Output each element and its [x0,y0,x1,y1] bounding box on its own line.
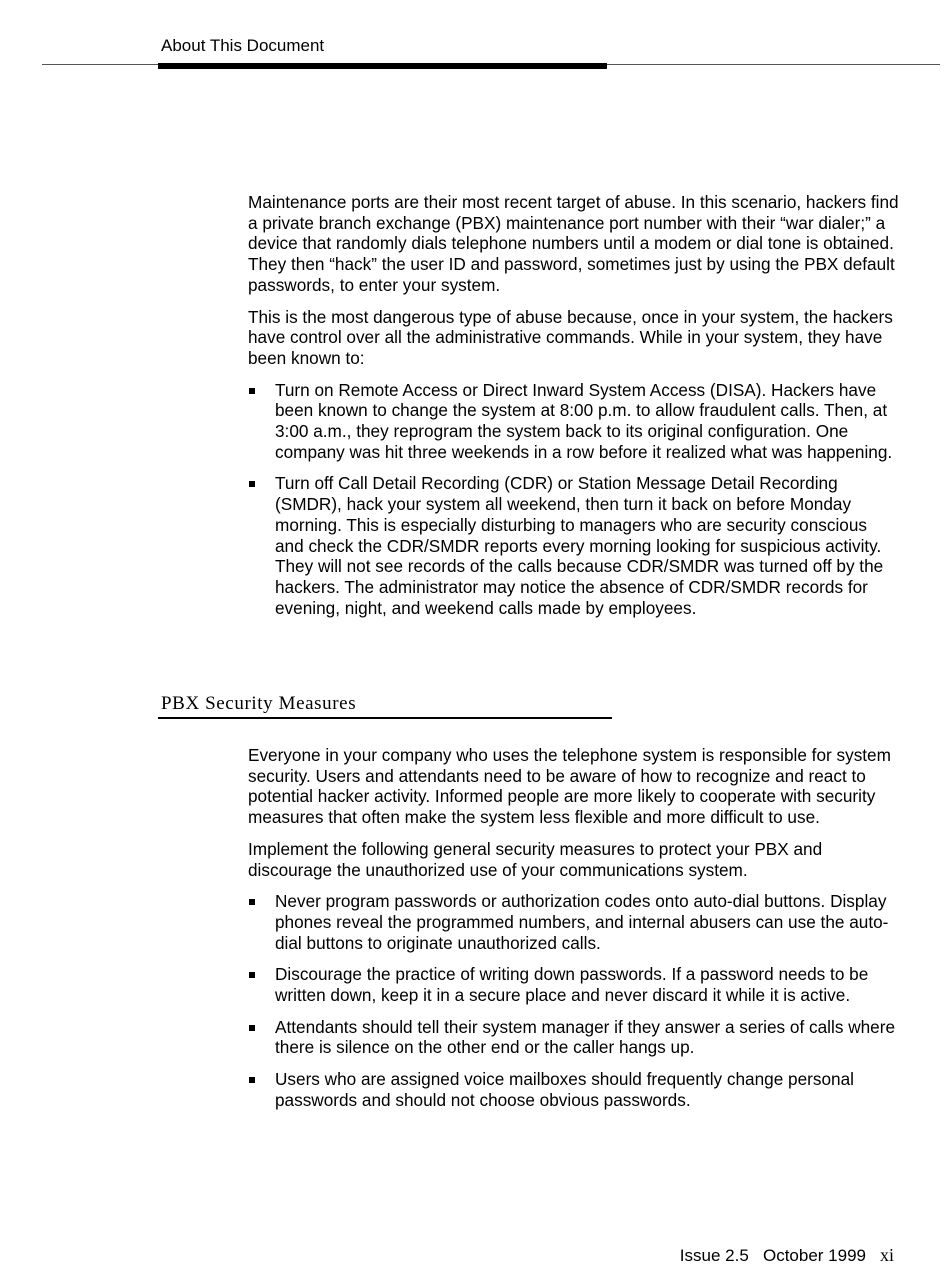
bullet-list [248,380,900,619]
list-item-text: Turn on Remote Access or Direct Inward System Access (DISA). Hackers have been known to change the system at 8:00 p.m. to allow fraudulent calls. Then, at 3:00 a.m., they reprogram the system back to its original configuration. One company was hit three weekends in a row before it realized what was happening. [275,379,893,462]
page-number: xi [879,1245,894,1265]
paragraph: This is the most dangerous type of abuse because, once in your system, the hackers have control over all the administrative commands. While in your system, they have been known to: [248,306,893,368]
running-header-title: About This Document [161,36,325,55]
list-item-text: Turn off Call Detail Recording (CDR) or Station Message Detail Recording (SMDR), hack your system all weekend, then turn it back on before Monday morning. This is especially disturbing to managers who are security conscious and check the CDR/SMDR reports every morning looking for suspicious activity. They will not see records of the calls because CDR/SMDR was turned off by the hackers. The administrator may notice the absence of CDR/SMDR records for evening, night, and weekend calls made by employees. [275,473,884,618]
square-bullet-icon [249,1025,255,1031]
paragraph: Maintenance ports are their most recent target of abuse. In this scenario, hackers find a private branch exchange (PBX) maintenance port number with their “war dialer;” a device that randomly dials telephone numbers until a modem or dial tone is obtained. They then “hack” the user ID and password, sometimes just by using the PBX default passwords, to enter your system. [248,192,899,295]
list-item-text: Attendants should tell their system manager if they answer a series of calls where there is silence on the other end or the caller hangs up. [275,1016,896,1058]
list-item [248,1069,900,1110]
list-item [248,964,900,1005]
list-item-text: Discourage the practice of writing down passwords. If a password needs to be written down, keep it in a secure place and never discard it while it is active. [275,964,869,1006]
list-item-text: Users who are assigned voice mailboxes should frequently change personal passwords and should not choose obvious passwords. [275,1069,854,1110]
list-item [248,473,900,618]
paragraph: Everyone in your company who uses the telephone system is responsible for system security. Users and attendants need to be aware of how to recognize and react to potential hacker activity. Informed people are more likely to cooperate with security measures that often make the system less flexible and more difficult to use. [248,745,891,828]
header-thick-rule [158,63,607,69]
list-item [248,1017,900,1058]
section-2-body [248,745,900,1122]
paragraph: Implement the following general security measures to protect your PBX and discourage the unauthorized use of your communications system. [248,838,823,880]
list-item-text: Never program passwords or authorization codes onto auto-dial buttons. Display phones reveal the programmed numbers, and internal abusers can use the auto-dial buttons to originate unauthorized calls. [275,891,889,953]
square-bullet-icon [249,481,255,487]
square-bullet-icon [249,388,255,394]
section-heading-rule [158,717,612,719]
section-1-body [248,192,900,629]
list-item [248,380,900,463]
square-bullet-icon [249,972,255,978]
square-bullet-icon [249,1077,255,1083]
list-item [248,891,900,953]
page-footer [680,1245,894,1266]
issue-label: Issue 2.5 [679,1246,749,1265]
issue-date: October 1999 [762,1246,866,1265]
bullet-list [248,891,900,1110]
square-bullet-icon [249,899,255,905]
section-heading: PBX Security Measures [161,693,357,714]
